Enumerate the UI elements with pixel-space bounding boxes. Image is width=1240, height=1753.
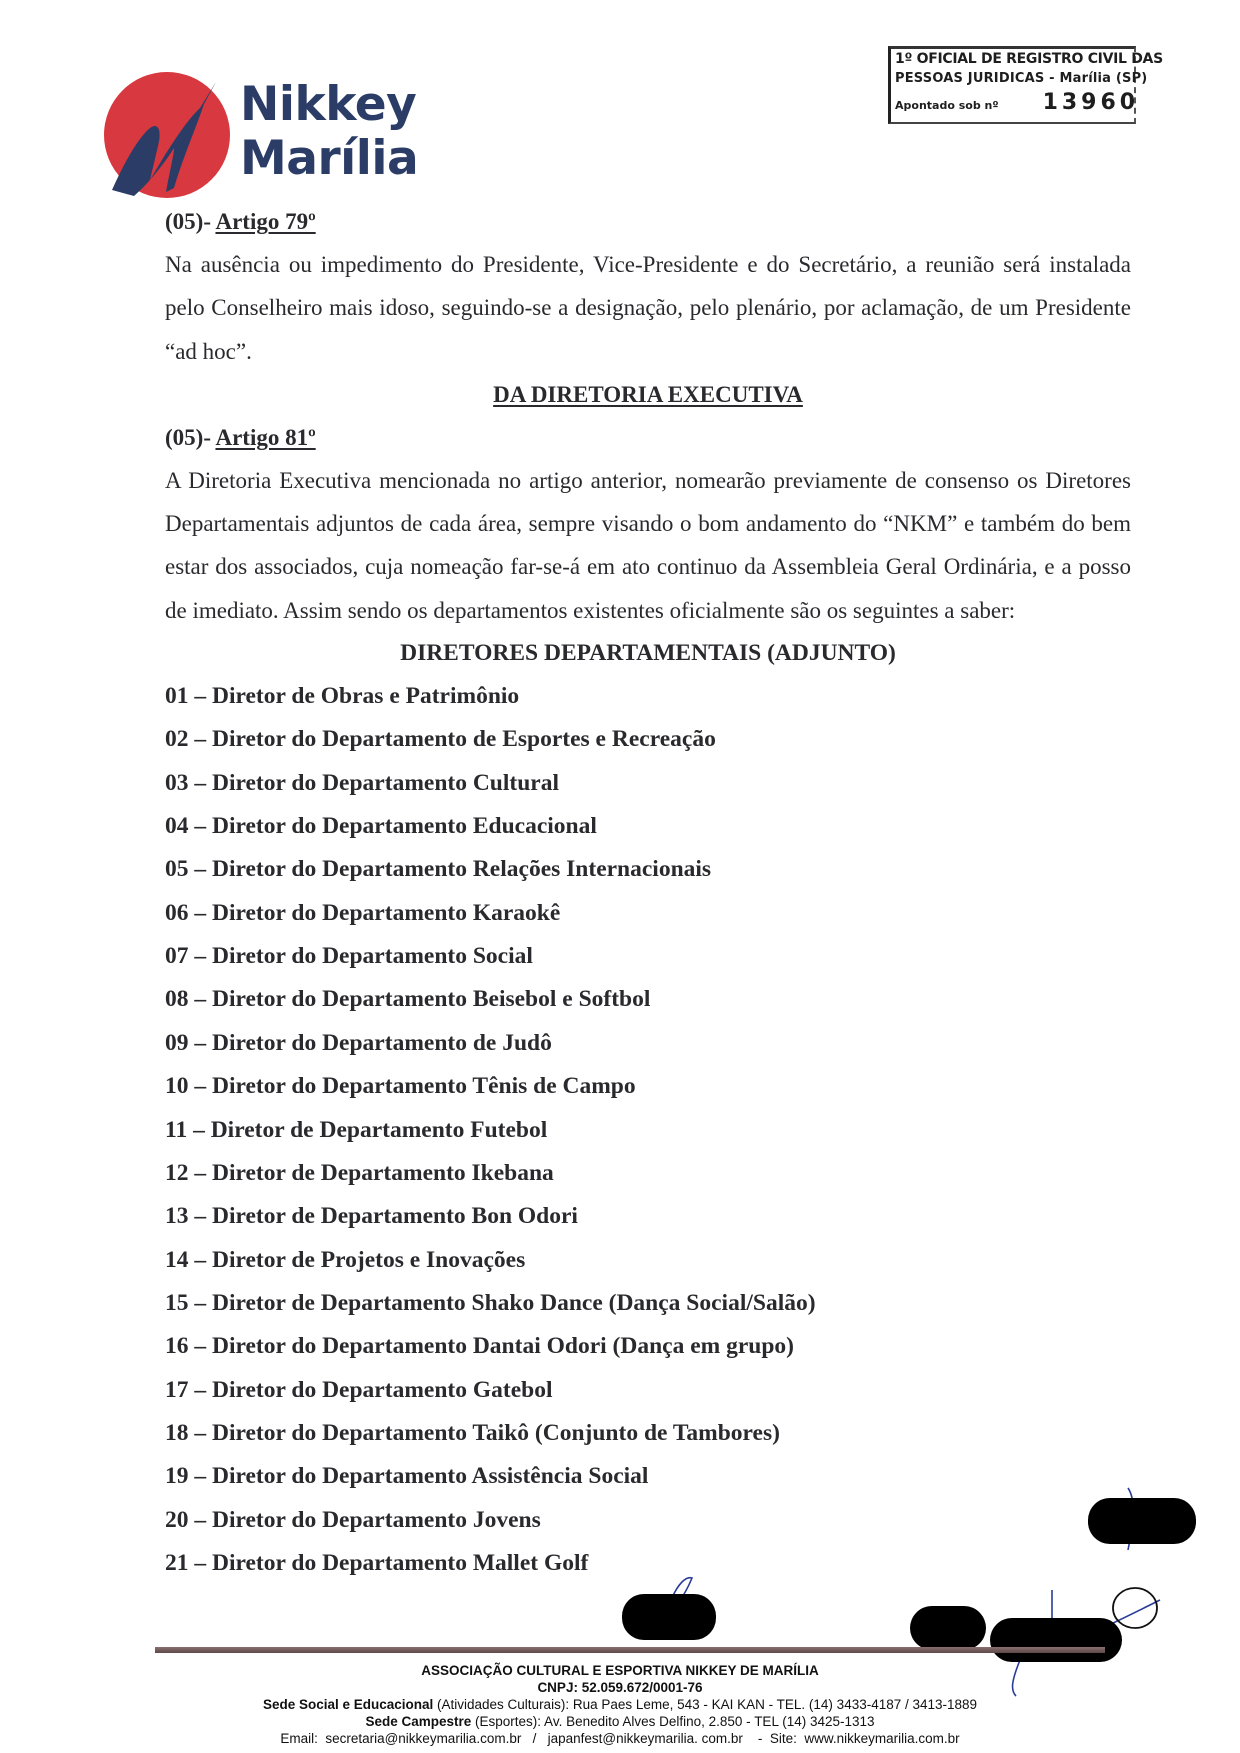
footer-sede-campestre: Sede Campestre (Esportes): Av. Benedito Alves Delfino, 2.850 - TEL (14) 3425-1313 (365, 1714, 875, 1729)
list-item: 07 – Diretor do Departamento Social (165, 943, 533, 970)
list-item: 14 – Diretor de Projetos e Inovações (165, 1246, 526, 1273)
stamp-line2: PESSOAS JURIDICAS - Marília (SP) (895, 71, 1148, 86)
stamp-label: Apontado sob nº (895, 99, 999, 112)
list-item: 03 – Diretor do Departamento Cultural (165, 769, 560, 796)
footer-sede-social: Sede Social e Educacional (Atividades Culturais): Rua Paes Leme, 543 - KAI KAN - TEL. (14) 3433-4187 / 3413-1889 (262, 1697, 978, 1712)
redaction-block (622, 1594, 716, 1640)
footer-cnpj: CNPJ: 52.059.672/0001-76 (537, 1680, 703, 1695)
article-79-prefix: (05)- (165, 209, 211, 234)
redaction-block (990, 1618, 1122, 1662)
list-item: 11 – Diretor de Departamento Futebol (165, 1116, 548, 1143)
list-item: 21 – Diretor do Departamento Mallet Golf (165, 1549, 589, 1576)
list-item: 02 – Diretor do Departamento de Esportes e Recreação (165, 726, 716, 753)
list-item: 12 – Diretor de Departamento Ikebana (165, 1159, 554, 1186)
directors-list (165, 675, 1131, 1585)
list-item: 05 – Diretor do Departamento Relações Internacionais (165, 856, 712, 883)
logo-line2: Marília (240, 131, 419, 186)
document-body (165, 200, 1131, 1585)
article-81-title: Artigo 81º (215, 424, 316, 450)
redaction-block (910, 1606, 986, 1650)
footer-divider (155, 1647, 1105, 1653)
footer-contact: Email: secretaria@nikkeymarilia.com.br / japanfest@nikkeymarilia. com.br - Site: www.nikkeymarilia.com.br (280, 1731, 960, 1746)
list-item: 04 – Diretor do Departamento Educacional (165, 813, 597, 840)
article-79-title: Artigo 79º (215, 209, 316, 234)
stamp-line1: 1º OFICIAL DE REGISTRO CIVIL DAS (895, 51, 1163, 67)
list-item: 13 – Diretor de Departamento Bon Odori (165, 1203, 578, 1230)
footer (200, 1662, 1040, 1747)
logo-n-glyph-icon (104, 68, 244, 208)
redaction-block (1088, 1498, 1196, 1544)
list-item: 20 – Diretor do Departamento Jovens (165, 1506, 541, 1533)
section-title: DA DIRETORIA EXECUTIVA (493, 381, 803, 407)
list-item: 19 – Diretor do Departamento Assistência Social (165, 1463, 649, 1490)
stamp-line3 (895, 90, 1140, 115)
footer-org-name: ASSOCIAÇÃO CULTURAL E ESPORTIVA NIKKEY DE MARÍLIA (421, 1663, 819, 1678)
article-81-prefix: (05)- (165, 424, 211, 450)
stamp-number: 13960 (1042, 90, 1140, 115)
list-item: 17 – Diretor do Departamento Gatebol (165, 1376, 553, 1403)
article-79-heading (165, 200, 1131, 243)
list-item: 16 – Diretor do Departamento Dantai Odori (Dança em grupo) (165, 1333, 794, 1360)
logo-line1: Nikkey (240, 77, 417, 132)
article-79-text: Na ausência ou impedimento do Presidente, Vice-Presidente e do Secretário, a reunião será instalada pelo Conselheiro mais idoso, seguindo-se a designação, pelo plenário, por aclamação, de um Presidente “ad hoc”. (165, 252, 1131, 364)
list-item: 10 – Diretor do Departamento Tênis de Campo (165, 1073, 636, 1100)
registry-stamp (888, 46, 1163, 124)
directors-list-title: DIRETORES DEPARTAMENTAIS (ADJUNTO) (400, 640, 896, 667)
list-item: 18 – Diretor do Departamento Taikô (Conjunto de Tambores) (165, 1419, 780, 1446)
organization-logo (104, 68, 434, 198)
logo-text (240, 78, 418, 186)
list-item: 01 – Diretor de Obras e Patrimônio (165, 683, 520, 710)
article-81-heading (165, 416, 1131, 459)
article-81-text: A Diretoria Executiva mencionada no artigo anterior, nomearão previamente de consenso os Diretores Departamentais adjuntos de cada área, sempre visando o bom andamento do “NKM” e também do bem estar dos associados, cuja nomeação far-se-á em ato continuo da Assembleia Geral Ordinária, e a posso de imediato. Assim sendo os departamentos existentes oficialmente são os seguintes a saber: (165, 467, 1131, 623)
list-item: 08 – Diretor do Departamento Beisebol e Softbol (165, 986, 651, 1013)
list-item: 06 – Diretor do Departamento Karaokê (165, 899, 561, 926)
list-item: 15 – Diretor de Departamento Shako Dance (Dança Social/Salão) (165, 1289, 816, 1316)
list-item: 09 – Diretor do Departamento de Judô (165, 1029, 552, 1056)
